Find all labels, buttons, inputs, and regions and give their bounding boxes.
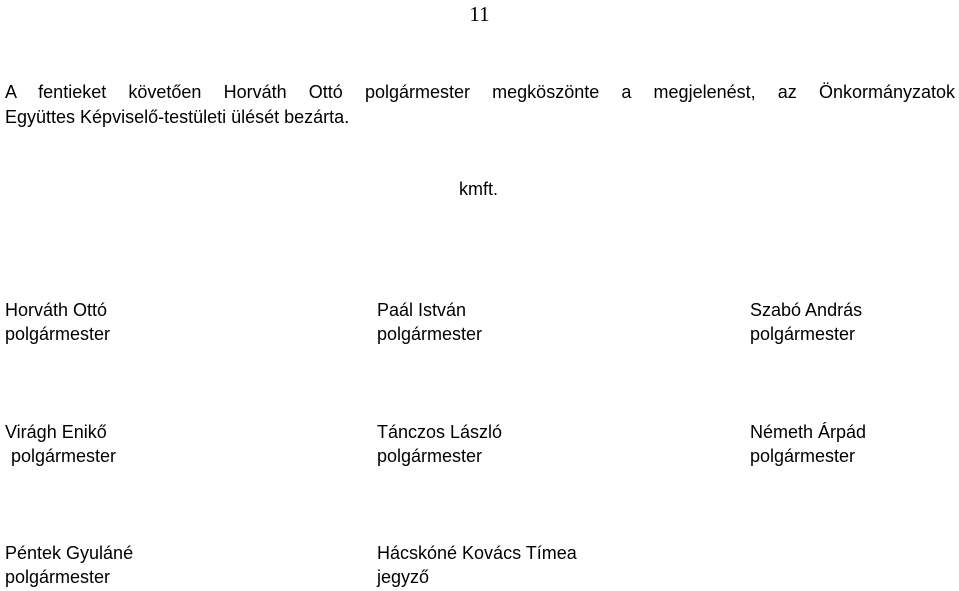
signatory-name: Hácskóné Kovács Tímea <box>377 543 577 563</box>
signatory-title: polgármester <box>377 446 483 466</box>
signatory-name: Horváth Ottó <box>5 300 108 320</box>
signature-block <box>377 420 502 468</box>
signature-block <box>750 420 866 468</box>
signature-block <box>750 298 862 346</box>
signatory-title: polgármester <box>5 324 111 344</box>
signature-block <box>5 541 133 589</box>
signature-block <box>377 541 577 589</box>
paragraph-line: Együttes Képviselő-testületi ülését bezárta. <box>5 107 350 127</box>
signatory-name: Paál István <box>377 300 467 320</box>
page-number: 11 <box>469 2 490 26</box>
signatory-title: polgármester <box>377 324 483 344</box>
signatory-name: Virágh Enikő <box>5 422 107 442</box>
signatory-name: Péntek Gyuláné <box>5 543 134 563</box>
signatory-title: jegyző <box>377 567 430 587</box>
paragraph-line: A fentieket követően Horváth Ottó polgármester megköszönte a megjelenést, az Önkormányzatok <box>5 82 955 102</box>
signatory-title: polgármester <box>750 446 856 466</box>
signatory-title: polgármester <box>750 324 856 344</box>
closing-paragraph <box>5 80 955 130</box>
signature-block <box>5 298 110 346</box>
kmft-label: kmft. <box>459 179 498 199</box>
signature-block <box>5 420 116 468</box>
signatory-name: Szabó András <box>750 300 863 320</box>
signatory-title: polgármester <box>11 446 117 466</box>
signatory-name: Németh Árpád <box>750 422 867 442</box>
signatory-title: polgármester <box>5 567 111 587</box>
signature-block <box>377 298 482 346</box>
signatory-name: Tánczos László <box>377 422 503 442</box>
